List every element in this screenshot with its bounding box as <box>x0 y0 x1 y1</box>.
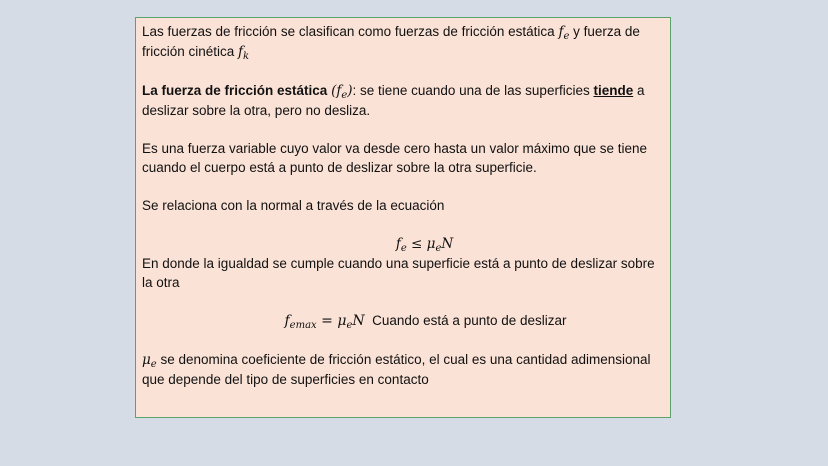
paragraph-normal-relation: Se relaciona con la normal a través de la ecuación <box>142 198 445 213</box>
math-symbol: $f_e$ <box>558 24 570 42</box>
math-symbol: $f_k$ <box>238 44 250 62</box>
paragraph-friction-types <box>142 22 663 62</box>
text: se denomina coeficiente de fricción estático, el cual es una cantidad adimensional que depende del tipo de superficies en contacto <box>142 352 651 387</box>
math-symbol: $(f_e)$ <box>331 83 353 101</box>
text: a deslizar sobre la otra, pero no desliza. <box>142 83 645 118</box>
equation-static-inequality: $f_e \le \mu_eN$ <box>395 236 454 254</box>
equation-static-max: $f_{emax} = \mu_eN$ Cuando está a punto de deslizar <box>284 313 567 331</box>
content-box <box>135 17 671 418</box>
math-symbol: $\mu_e$ <box>142 352 157 370</box>
equation-note: Cuando está a punto de deslizar <box>372 313 567 328</box>
text: y fuerza de fricción cinética <box>142 24 640 59</box>
bold-heading: La fuerza de fricción estática <box>142 83 332 98</box>
paragraph-static-friction-definition <box>142 81 663 120</box>
text: : se tiene cuando una de las superficies <box>352 83 594 98</box>
paragraph-coefficient-definition <box>142 350 663 389</box>
text: Las fuerzas de fricción se clasifican como fuerzas de fricción estática <box>142 24 559 39</box>
underlined-word: tiende <box>593 83 634 98</box>
paragraph-variable-force: Es una fuerza variable cuyo valor va desde cero hasta un valor máximo que se tiene cuando el cuerpo está a punto de deslizar sobre la otra superficie. <box>142 141 648 175</box>
paragraph-equality-condition: En donde la igualdad se cumple cuando una superficie está a punto de deslizar sobre la otra <box>142 256 655 290</box>
